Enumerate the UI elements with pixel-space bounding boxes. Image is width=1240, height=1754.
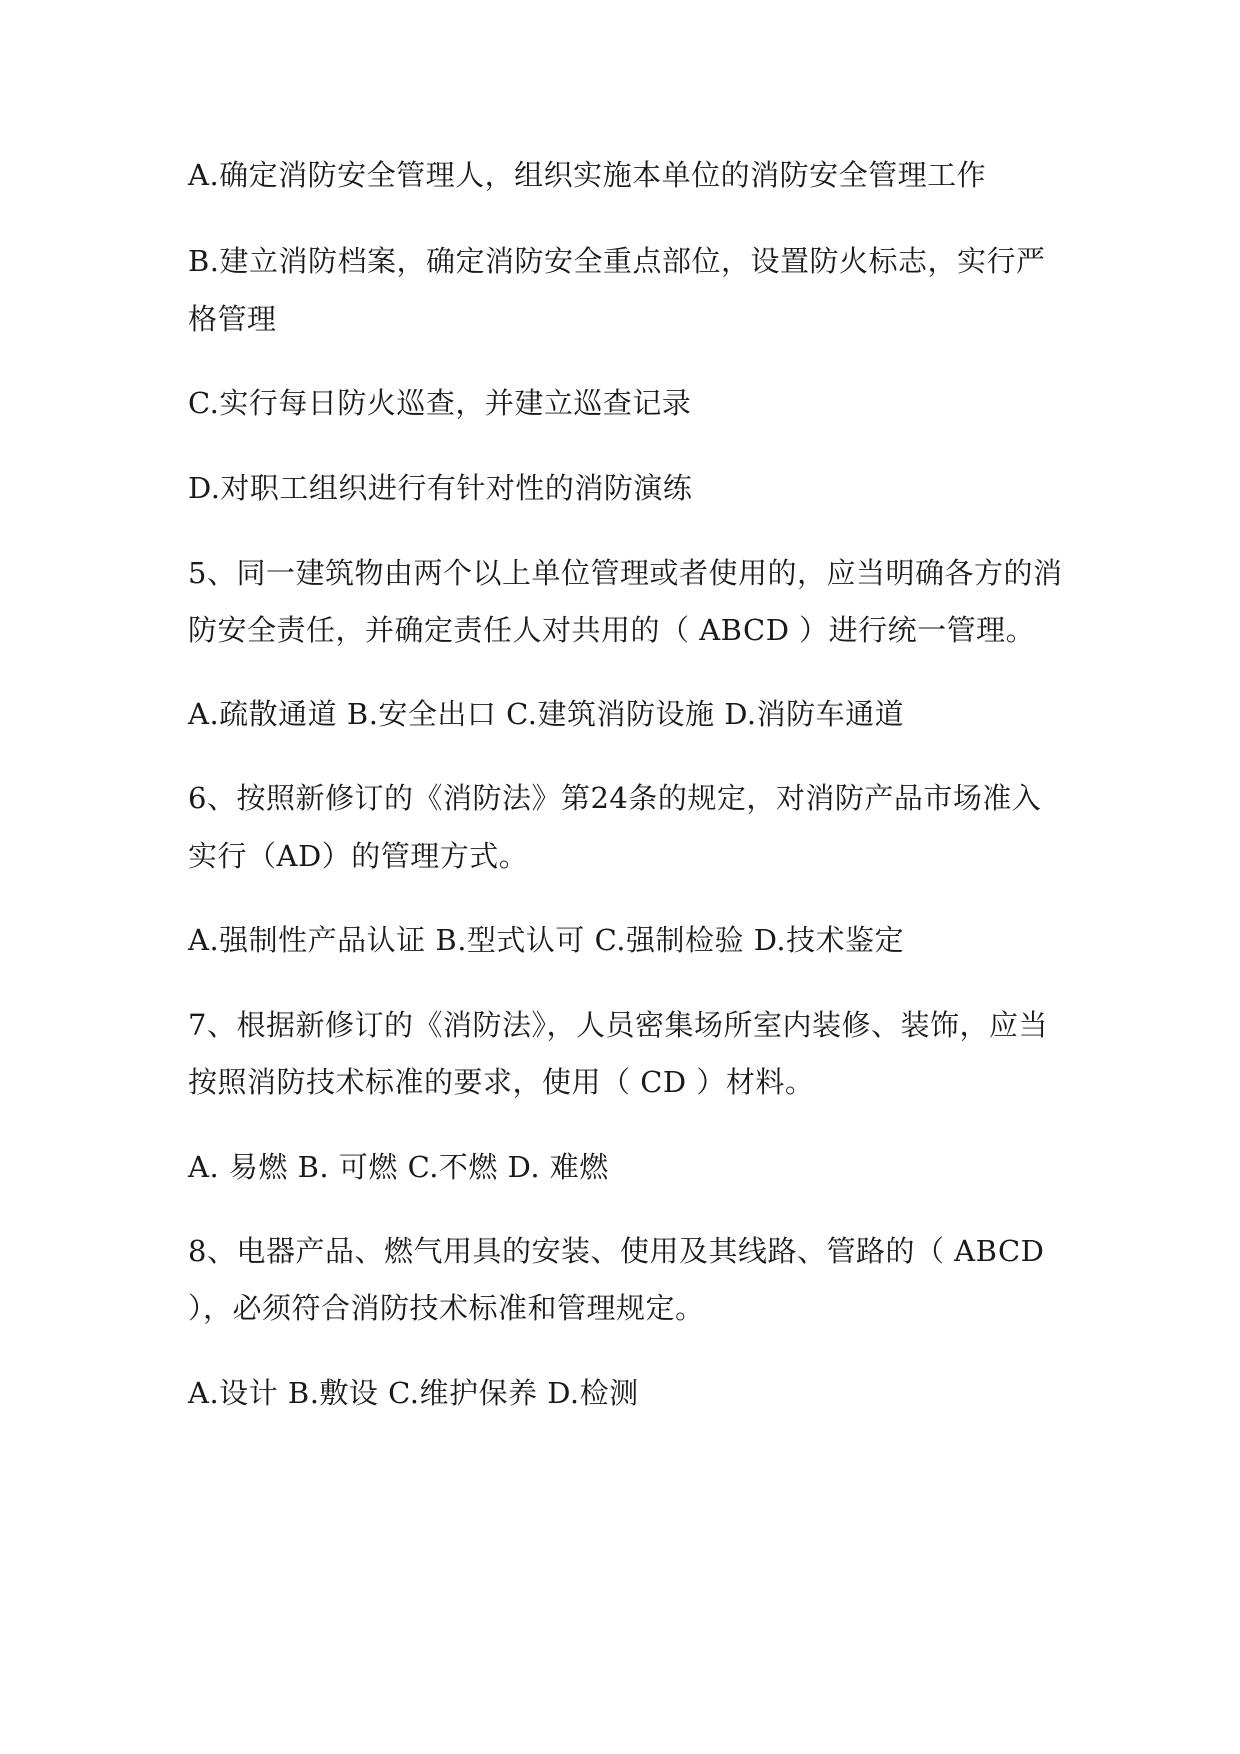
- question-7-line-1: 7、根据新修订的《消防法》，人员密集场所室内装修、装饰，应当: [188, 1008, 1048, 1042]
- question-8-options: A.设计 B.敷设 C.维护保养 D.检测: [188, 1376, 639, 1410]
- question-6-line-1: 6、按照新修订的《消防法》第24条的规定，对消防产品市场准入: [188, 781, 1042, 815]
- option-line-4d: D.对职工组织进行有针对性的消防演练: [188, 471, 693, 505]
- question-6-options: A.强制性产品认证 B.型式认可 C.强制检验 D.技术鉴定: [188, 923, 905, 957]
- question-8-line-2: ），必须符合消防技术标准和管理规定。: [188, 1291, 705, 1325]
- question-5-line-1: 5、同一建筑物由两个以上单位管理或者使用的，应当明确各方的消: [188, 556, 1063, 590]
- option-line-4b: B.建立消防档案，确定消防安全重点部位，设置防火标志，实行严: [188, 244, 1046, 278]
- question-6-line-2: 实行（AD）的管理方式。: [188, 839, 529, 873]
- question-5-options: A.疏散通道 B.安全出口 C.建筑消防设施 D.消防车通道: [188, 697, 905, 731]
- question-5-line-2: 防安全责任，并确定责任人对共用的（ ABCD ）进行统一管理。: [188, 613, 1036, 647]
- option-line-4c: C.实行每日防火巡查，并建立巡查记录: [188, 386, 692, 420]
- option-line-4b-cont: 格管理: [188, 302, 277, 336]
- question-8-line-1: 8、电器产品、燃气用具的安装、使用及其线路、管路的（ ABCD: [188, 1234, 1045, 1268]
- option-line-4a: A.确定消防安全管理人，组织实施本单位的消防安全管理工作: [188, 158, 987, 192]
- question-7-line-2: 按照消防技术标准的要求，使用（ CD ）材料。: [188, 1065, 815, 1099]
- question-7-options: A. 易燃 B. 可燃 C.不燃 D. 难燃: [188, 1150, 609, 1184]
